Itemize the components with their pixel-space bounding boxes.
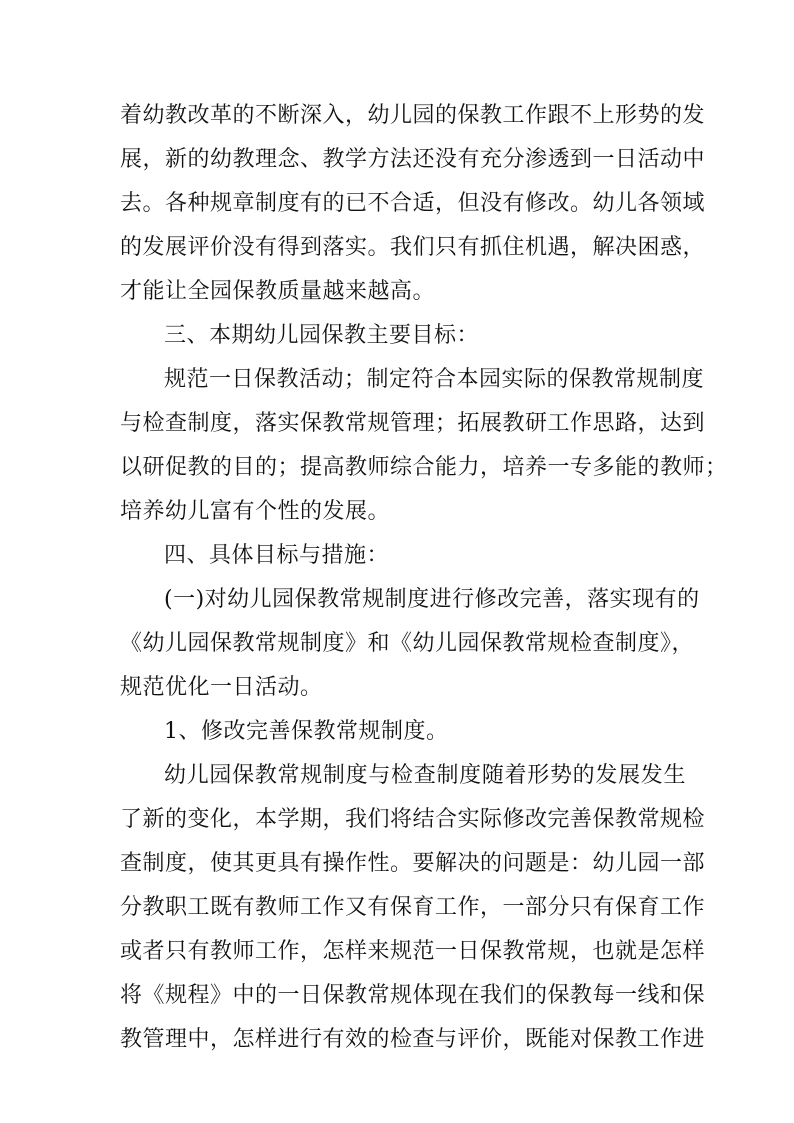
text-line: 或者只有教师工作，怎样来规范一日保教常规，也就是怎样 (120, 939, 706, 964)
text-line: 规范优化一日活动。 (120, 675, 323, 700)
text-line: 以研促教的目的；提高教师综合能力，培养一专多能的教师； (120, 455, 728, 480)
text-line: 将《规程》中的一日保教常规体现在我们的保教每一线和保 (120, 983, 706, 1008)
text-line: 与检查制度，落实保教常规管理；拓展教研工作思路，达到 (120, 411, 706, 436)
text-line: 的发展评价没有得到落实。我们只有抓住机遇，解决困惑， (120, 235, 706, 260)
text-line: 才能让全园保教质量越来越高。 (120, 279, 436, 304)
section-heading: 四、具体目标与措施： (164, 543, 390, 568)
text-line: 了新的变化，本学期，我们将结合实际修改完善保教常规检 (120, 807, 706, 832)
text-line: 规范一日保教活动；制定符合本园实际的保教常规制度 (164, 367, 705, 392)
subsection-heading: 1、修改完善保教常规制度。 (164, 719, 449, 744)
text-line: 分教职工既有教师工作又有保育工作，一部分只有保育工作 (120, 895, 706, 920)
text-line: 幼儿园保教常规制度与检查制度随着形势的发展发生 (164, 763, 686, 788)
text-line: (一)对幼儿园保教常规制度进行修改完善，落实现有的 (164, 587, 700, 612)
text-line: 展，新的幼教理念、教学方法还没有充分渗透到一日活动中 (120, 147, 706, 172)
text-line: 《幼儿园保教常规制度》和《幼儿园保教常规检查制度》， (120, 631, 695, 656)
text-line: 教管理中，怎样进行有效的检查与评价，既能对保教工作进 (120, 1027, 706, 1052)
text-line: 着幼教改革的不断深入，幼儿园的保教工作跟不上形势的发 (120, 103, 706, 128)
text-line: 查制度，使其更具有操作性。要解决的问题是：幼儿园一部 (120, 851, 706, 876)
text-line: 去。各种规章制度有的已不合适，但没有修改。幼儿各领域 (120, 191, 706, 216)
text-line: 培养幼儿富有个性的发展。 (120, 499, 391, 524)
section-heading: 三、本期幼儿园保教主要目标： (164, 323, 480, 348)
